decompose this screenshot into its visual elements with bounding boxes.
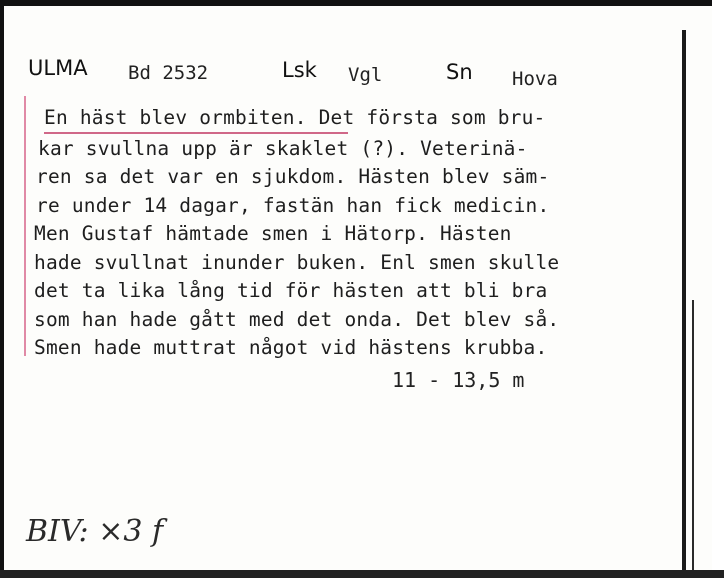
archive-code: ULMA — [28, 56, 88, 80]
text-line: hade svullnat inunder buken. Enl smen skulle — [34, 251, 560, 274]
volume-number: Bd 2532 — [128, 62, 209, 84]
card-header — [0, 56, 700, 96]
right-border-line — [682, 30, 686, 570]
text-line: Smen hade muttrat något vid hästens krubba. — [34, 336, 548, 359]
text-line: det ta lika lång tid för hästen att bli bra — [34, 279, 548, 302]
right-border-line-secondary — [692, 300, 694, 570]
district-code: Vgl — [348, 64, 383, 86]
text-line: En häst blev ormbiten. Det första som bru- — [44, 106, 546, 129]
parish-name: Hova — [512, 68, 558, 90]
text-line: som han hade gått med det onda. Det blev så. — [34, 308, 560, 331]
card-right-margin — [712, 0, 724, 578]
province-code: Lsk — [282, 58, 317, 82]
text-line: kar svullna upp är skaklet (?). Veterinä- — [38, 137, 528, 160]
card-bottom-edge — [0, 570, 724, 578]
card-top-edge — [0, 0, 724, 6]
classification-note: BIV: ×3 f — [26, 514, 164, 549]
title-underline — [44, 132, 348, 134]
text-line: ren sa det var en sjukdom. Hästen blev säm- — [36, 165, 550, 188]
measurement: 11 - 13,5 m — [392, 368, 525, 392]
parish-label: Sn — [446, 60, 473, 84]
margin-rule — [24, 96, 26, 356]
text-line: re under 14 dagar, fastän han fick medicin. — [36, 194, 550, 217]
text-line: Men Gustaf hämtade smen i Hätorp. Hästen — [34, 222, 512, 245]
